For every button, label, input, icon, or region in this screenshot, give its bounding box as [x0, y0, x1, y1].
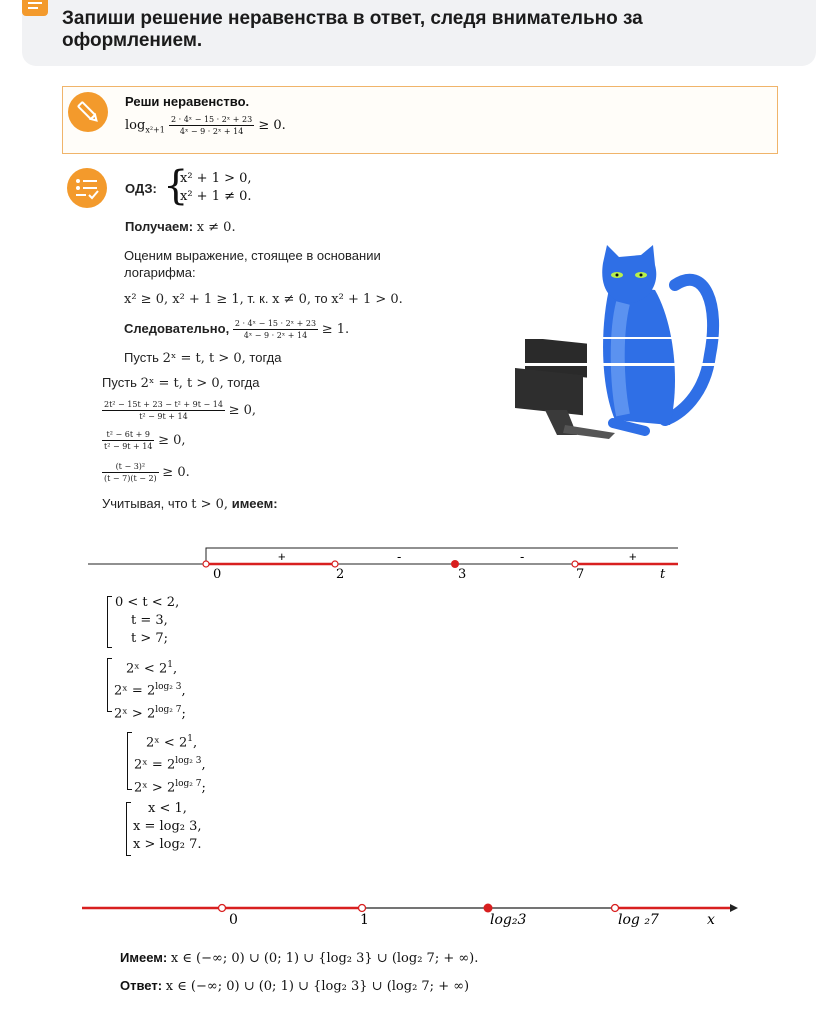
tick-label: log₂3 — [490, 912, 527, 928]
therefore-den: 4ˣ − 9 · 2ˣ + 14 — [243, 331, 308, 340]
set-bracket — [127, 732, 132, 790]
estimate-line: логарифма: — [124, 265, 196, 280]
tick-label: 7 — [576, 567, 585, 582]
page-title: Запиши решение неравенства в ответ, следя внимательно за оформлением. — [62, 8, 643, 51]
substitution-line-2 — [102, 375, 259, 391]
system-2 — [114, 656, 186, 723]
point-0 — [203, 561, 209, 567]
system-line: x > log₂ 7. — [133, 837, 202, 852]
get-value: x ≠ 0. — [196, 220, 236, 235]
system-line: 0 < t < 2, — [115, 595, 180, 610]
task-title: Реши неравенство. — [125, 94, 250, 109]
considering-post: имеем: — [231, 496, 278, 511]
have-line — [120, 950, 478, 966]
have-label: Имеем: — [120, 950, 168, 965]
considering-math: t > 0, — [191, 497, 229, 512]
tick-label: 0 — [229, 912, 238, 928]
let-post: тогда — [249, 350, 282, 365]
f1-den: t² − 9t + 14 — [139, 412, 188, 421]
ineq-line — [124, 291, 403, 307]
fraction-step-2 — [102, 429, 186, 452]
let-post: тогда — [227, 375, 260, 390]
document-icon — [22, 0, 48, 16]
get-line — [125, 219, 236, 235]
task-inequality — [125, 114, 286, 137]
sign-label: - — [520, 549, 525, 564]
let-math: 2ˣ = t, t > 0, — [162, 351, 246, 366]
log-symbol: log — [125, 118, 146, 133]
tick-label: 2 — [336, 567, 345, 582]
odz-line: x² + 1 > 0, — [180, 171, 252, 186]
point-1 — [359, 905, 366, 912]
set-bracket — [107, 658, 112, 712]
pencil-icon — [68, 92, 108, 132]
ineq-e: x² + 1 > 0. — [331, 292, 403, 307]
system-line: t > 7; — [131, 631, 169, 646]
ineq-b: т. к. — [247, 291, 269, 306]
system-4 — [133, 800, 202, 854]
number-line-x — [82, 896, 742, 932]
f1-num: 2t² − 15t + 23 − t² + 9t − 14 — [104, 400, 223, 409]
therefore-rhs: ≥ 1. — [321, 321, 350, 337]
task-fraction-num: 2 · 4ˣ − 15 · 2ˣ + 23 — [170, 115, 253, 124]
f3-den: (t − 7)(t − 2) — [104, 474, 157, 483]
let-pre: Пусть — [124, 350, 159, 365]
let-pre: Пусть — [102, 375, 137, 390]
system-line: 2ˣ > $2^{log_2 7}$; — [114, 704, 186, 721]
sign-label: - — [397, 549, 402, 564]
system-3 — [134, 730, 206, 797]
tick-label: 0 — [213, 567, 222, 582]
fraction-step-3 — [102, 461, 190, 484]
considering-line — [102, 496, 278, 512]
system-line: x < 1, — [148, 801, 187, 816]
f3-rhs: ≥ 0. — [162, 464, 190, 480]
checklist-icon — [67, 168, 107, 208]
task-rhs: ≥ 0. — [258, 118, 286, 133]
system-line: 2ˣ = $2^{log_2 3}$, — [134, 756, 206, 773]
set-bracket — [126, 802, 131, 856]
system-line: x = log₂ 3, — [133, 819, 202, 834]
therefore-label: Следовательно, — [124, 320, 230, 336]
cat-at-computer-illustration — [505, 245, 735, 445]
substitution-line-1 — [124, 350, 281, 366]
answer-value: x ∈ (−∞; 0) ∪ (0; 1) ∪ {log₂ 3} ∪ (log₂ 7; + ∞) — [165, 979, 470, 994]
odz-brace: { — [163, 163, 189, 209]
ineq-d: то — [314, 291, 328, 306]
ineq-a: x² ≥ 0, x² + 1 ≥ 1, — [124, 292, 244, 307]
get-label: Получаем: — [125, 219, 194, 234]
estimate-line: Оценим выражение, стоящее в основании — [124, 248, 381, 263]
tick-label: log ₂7 — [618, 912, 659, 928]
f3-num: (t − 3)² — [102, 461, 159, 473]
therefore-fraction — [233, 318, 318, 341]
answer-line — [120, 978, 469, 994]
axis-label: t — [660, 567, 666, 582]
f2-den: t² − 9t + 14 — [104, 442, 153, 451]
answer-label: Ответ: — [120, 978, 163, 993]
f2-rhs: ≥ 0, — [158, 432, 186, 448]
sign-label: + — [278, 549, 286, 564]
ineq-c: x ≠ 0, — [272, 292, 311, 307]
task-fraction-den: 4ˣ − 9 · 2ˣ + 14 — [179, 127, 244, 136]
system-line: 2ˣ < $2^1$, — [146, 734, 198, 751]
point-0 — [219, 905, 226, 912]
log-base: x²+1 — [145, 125, 165, 135]
odz-label: ОДЗ: — [125, 181, 157, 196]
sign-label: + — [629, 549, 637, 564]
system-line: 2ˣ = $2^{log_2 3}$, — [114, 682, 186, 699]
estimate-text — [124, 247, 381, 281]
number-line-t — [88, 540, 698, 585]
considering-pre: Учитывая, что — [102, 496, 188, 511]
tick-label: 3 — [458, 567, 467, 582]
set-bracket — [107, 596, 112, 648]
odz-system — [180, 170, 252, 206]
let-math: 2ˣ = t, t > 0, — [140, 376, 224, 391]
f1-rhs: ≥ 0, — [228, 402, 256, 418]
therefore-num: 2 · 4ˣ − 15 · 2ˣ + 23 — [234, 319, 317, 328]
f2-num: t² − 6t + 9 — [102, 429, 154, 441]
therefore-line — [124, 318, 349, 341]
system-line: t = 3, — [131, 613, 168, 628]
fraction-step-1 — [102, 399, 256, 422]
odz-line: x² + 1 ≠ 0. — [180, 189, 252, 204]
tick-label: 1 — [360, 912, 369, 928]
have-value: x ∈ (−∞; 0) ∪ (0; 1) ∪ {log₂ 3} ∪ (log₂ 7; + ∞). — [170, 951, 479, 966]
point-log2-7 — [612, 905, 619, 912]
system-1 — [115, 594, 179, 648]
system-line: 2ˣ < $2^1$, — [126, 660, 178, 677]
task-fraction — [169, 114, 254, 137]
system-line: 2ˣ > $2^{log_2 7}$; — [134, 778, 206, 795]
axis-label: x — [707, 912, 715, 928]
